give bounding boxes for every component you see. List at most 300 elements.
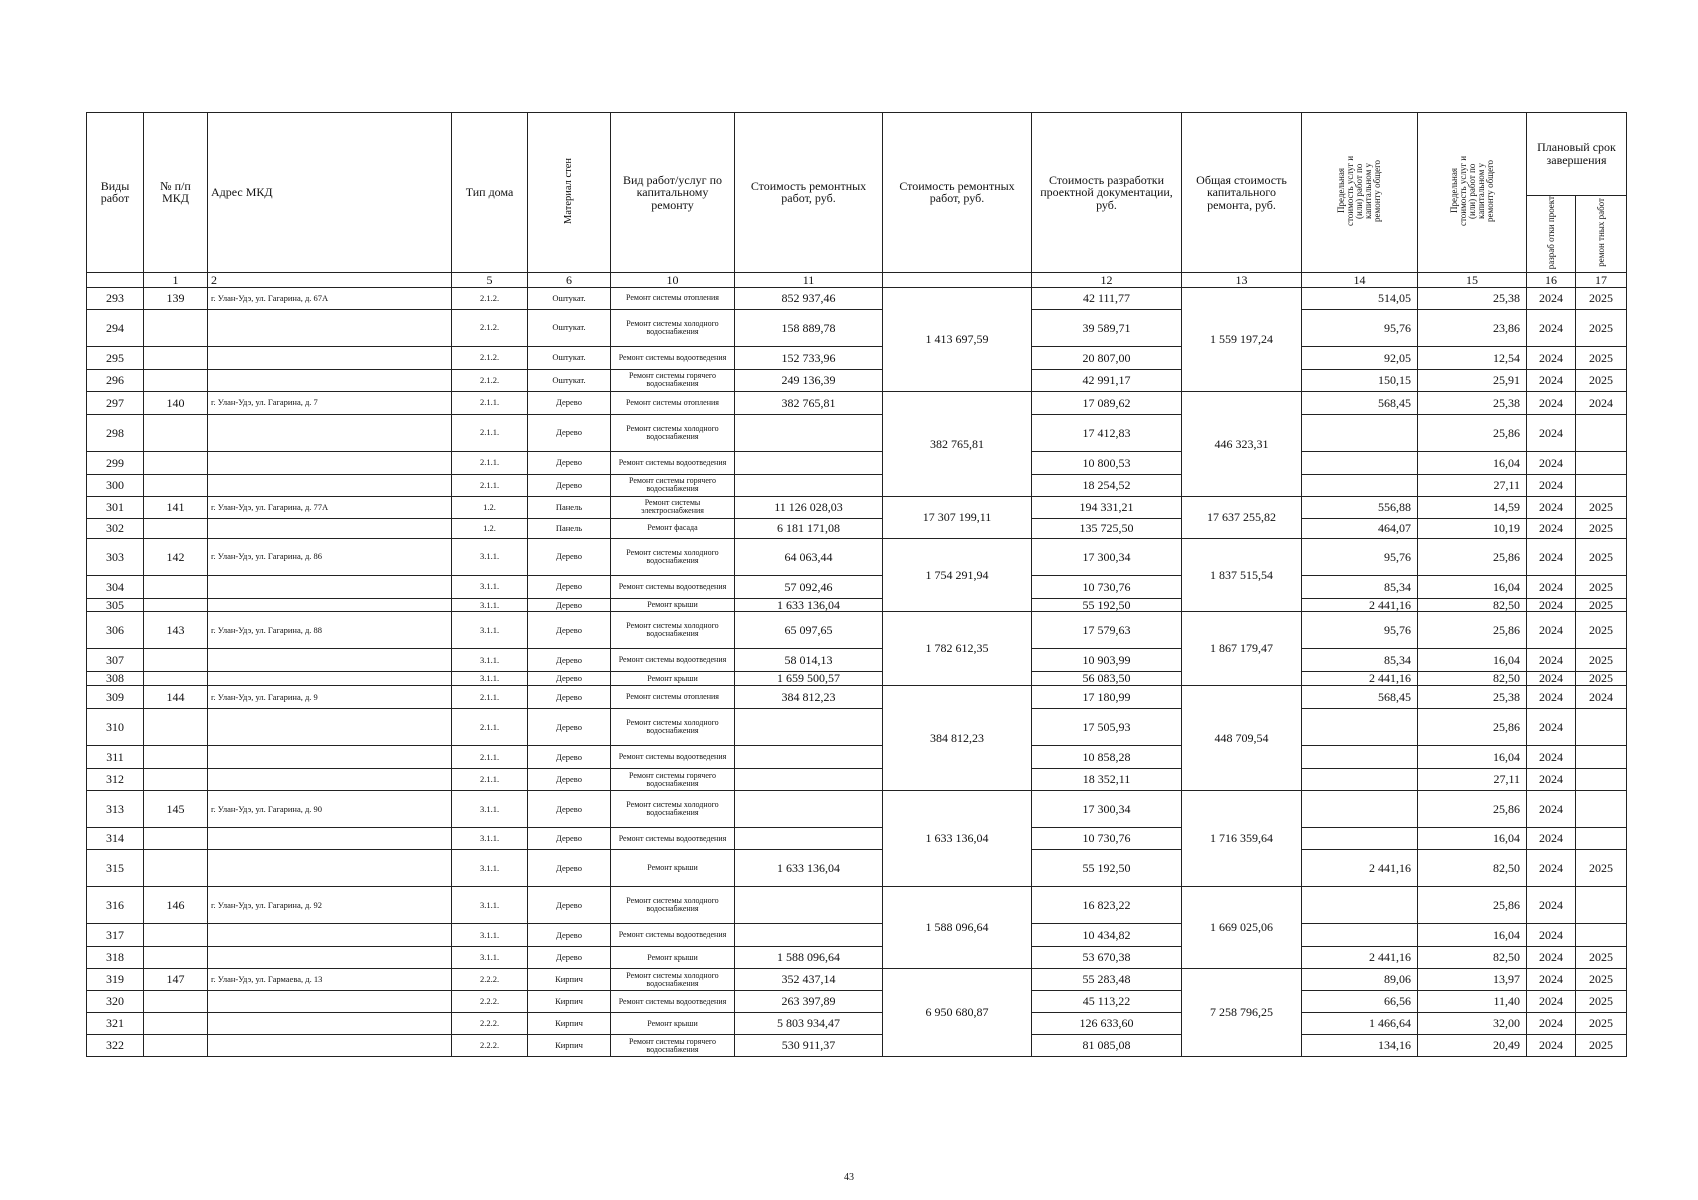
design-year-cell: 2024 — [1527, 287, 1576, 309]
limit-cost-2-cell: 11,40 — [1418, 991, 1527, 1013]
total-cost-cell: 446 323,31 — [1182, 391, 1302, 496]
wall-material-cell: Дерево — [528, 709, 611, 746]
repair-year-cell: 2025 — [1576, 1035, 1627, 1057]
index-cell: 17 — [1576, 272, 1627, 287]
work-type-cell: Ремонт системы отопления — [611, 686, 735, 709]
mkd-number-cell — [144, 575, 208, 598]
limit-cost-2-cell: 16,04 — [1418, 746, 1527, 769]
table-row — [87, 649, 1627, 672]
repair-cost-cell — [735, 746, 883, 769]
limit-cost-2-cell: 20,49 — [1418, 1035, 1527, 1057]
work-type-cell: Ремонт системы холодного водоснабжения — [611, 791, 735, 828]
house-type-cell: 2.2.2. — [452, 991, 528, 1013]
repair-cost-cell — [735, 709, 883, 746]
repair-year-cell: 2025 — [1576, 369, 1627, 391]
design-cost-cell: 55 192,50 — [1032, 598, 1182, 612]
mkd-number-cell — [144, 850, 208, 887]
limit-cost-2-cell: 82,50 — [1418, 850, 1527, 887]
index-cell: 13 — [1182, 272, 1302, 287]
repair-year-cell: 2025 — [1576, 287, 1627, 309]
design-year-cell: 2024 — [1527, 769, 1576, 791]
repair-year-cell — [1576, 451, 1627, 474]
limit-cost-1-cell: 92,05 — [1302, 346, 1418, 369]
mkd-number-cell: 146 — [144, 887, 208, 924]
repair-year-cell — [1576, 791, 1627, 828]
address-cell — [208, 947, 452, 969]
wall-material-cell: Панель — [528, 496, 611, 518]
header-house-type: Тип дома — [452, 113, 528, 273]
limit-cost-1-cell — [1302, 887, 1418, 924]
design-year-cell: 2024 — [1527, 346, 1576, 369]
work-type-cell: Ремонт системы водоотведения — [611, 346, 735, 369]
design-cost-cell: 135 725,50 — [1032, 518, 1182, 538]
repair-year-cell: 2025 — [1576, 649, 1627, 672]
design-cost-cell: 16 823,22 — [1032, 887, 1182, 924]
work-type-cell: Ремонт системы горячего водоснабжения — [611, 1035, 735, 1057]
address-cell: г. Улан-Удэ, ул. Гагарина, д. 67А — [208, 287, 452, 309]
index-cell: 12 — [1032, 272, 1182, 287]
repair-year-cell: 2025 — [1576, 947, 1627, 969]
mkd-number-cell: 144 — [144, 686, 208, 709]
wall-material-cell: Панель — [528, 518, 611, 538]
design-year-cell: 2024 — [1527, 474, 1576, 496]
house-type-cell: 3.1.1. — [452, 850, 528, 887]
header-limit-cost-2: Предельная стоимость услуг и (или) работ по капитальном у ремонту общего — [1418, 113, 1527, 273]
design-year-cell: 2024 — [1527, 369, 1576, 391]
limit-cost-2-cell: 32,00 — [1418, 1013, 1527, 1035]
design-year-cell: 2024 — [1527, 887, 1576, 924]
mkd-number-cell — [144, 769, 208, 791]
mkd-number-cell — [144, 947, 208, 969]
limit-cost-1-cell — [1302, 414, 1418, 451]
address-cell: г. Улан-Удэ, ул. Гагарина, д. 90 — [208, 791, 452, 828]
limit-cost-1-cell: 85,34 — [1302, 575, 1418, 598]
mkd-number-cell: 139 — [144, 287, 208, 309]
design-cost-cell: 18 352,11 — [1032, 769, 1182, 791]
wall-material-cell: Дерево — [528, 451, 611, 474]
wall-material-cell: Дерево — [528, 769, 611, 791]
mkd-number-cell: 142 — [144, 538, 208, 575]
header-vid-rabot: Виды работ — [87, 113, 144, 273]
limit-cost-1-cell: 2 441,16 — [1302, 947, 1418, 969]
design-year-cell: 2024 — [1527, 791, 1576, 828]
row-number-cell: 310 — [87, 709, 144, 746]
row-number-cell: 305 — [87, 598, 144, 612]
design-cost-cell: 17 089,62 — [1032, 391, 1182, 414]
repair-year-cell — [1576, 746, 1627, 769]
limit-cost-1-cell: 556,88 — [1302, 496, 1418, 518]
table-row — [87, 947, 1627, 969]
repair-cost-cell: 263 397,89 — [735, 991, 883, 1013]
repair-cost-cell: 65 097,65 — [735, 612, 883, 649]
limit-cost-1-cell: 2 441,16 — [1302, 850, 1418, 887]
repair-cost-cell — [735, 924, 883, 947]
index-cell: 15 — [1418, 272, 1527, 287]
wall-material-cell: Дерево — [528, 414, 611, 451]
work-type-cell: Ремонт системы холодного водоснабжения — [611, 538, 735, 575]
repair-cost-cell — [735, 451, 883, 474]
table-header — [87, 113, 1627, 288]
design-year-cell: 2024 — [1527, 969, 1576, 991]
work-type-cell: Ремонт системы водоотведения — [611, 991, 735, 1013]
design-year-cell: 2024 — [1527, 451, 1576, 474]
work-type-cell: Ремонт крыши — [611, 850, 735, 887]
design-cost-cell: 10 730,76 — [1032, 828, 1182, 850]
limit-cost-1-cell: 95,76 — [1302, 538, 1418, 575]
limit-cost-1-cell: 85,34 — [1302, 649, 1418, 672]
house-type-cell: 2.1.1. — [452, 474, 528, 496]
row-number-cell: 317 — [87, 924, 144, 947]
design-year-cell: 2024 — [1527, 518, 1576, 538]
repair-year-cell: 2025 — [1576, 991, 1627, 1013]
repair-cost-cell: 352 437,14 — [735, 969, 883, 991]
repair-year-cell: 2025 — [1576, 850, 1627, 887]
house-type-cell: 2.1.1. — [452, 769, 528, 791]
repair-cost-cell: 384 812,23 — [735, 686, 883, 709]
limit-cost-1-cell: 464,07 — [1302, 518, 1418, 538]
mkd-number-cell: 145 — [144, 791, 208, 828]
mkd-number-cell — [144, 309, 208, 346]
row-number-cell: 304 — [87, 575, 144, 598]
house-type-cell: 1.2. — [452, 518, 528, 538]
total-cost-cell: 17 637 255,82 — [1182, 496, 1302, 538]
limit-cost-2-cell: 25,86 — [1418, 414, 1527, 451]
design-year-cell: 2024 — [1527, 538, 1576, 575]
design-year-cell: 2024 — [1527, 686, 1576, 709]
table-row — [87, 672, 1627, 686]
design-cost-cell: 10 730,76 — [1032, 575, 1182, 598]
row-number-cell: 318 — [87, 947, 144, 969]
design-year-cell: 2024 — [1527, 850, 1576, 887]
wall-material-cell: Дерево — [528, 791, 611, 828]
design-cost-cell: 17 412,83 — [1032, 414, 1182, 451]
mkd-number-cell — [144, 1013, 208, 1035]
repair-table — [86, 112, 1627, 1057]
work-type-cell: Ремонт системы холодного водоснабжения — [611, 709, 735, 746]
header-cost-repair-total: Стоимость ремонтных работ, руб. — [883, 113, 1032, 273]
mkd-number-cell — [144, 474, 208, 496]
mkd-number-cell — [144, 828, 208, 850]
house-type-cell: 2.1.1. — [452, 709, 528, 746]
design-year-cell: 2024 — [1527, 496, 1576, 518]
table-row — [87, 686, 1627, 709]
address-cell — [208, 828, 452, 850]
repair-cost-cell: 1 633 136,04 — [735, 598, 883, 612]
house-type-cell: 1.2. — [452, 496, 528, 518]
house-type-cell: 3.1.1. — [452, 649, 528, 672]
row-number-cell: 296 — [87, 369, 144, 391]
limit-cost-2-cell: 25,38 — [1418, 391, 1527, 414]
limit-cost-1-cell — [1302, 828, 1418, 850]
repair-cost-cell — [735, 414, 883, 451]
limit-cost-1-cell: 66,56 — [1302, 991, 1418, 1013]
repair-cost-cell — [735, 791, 883, 828]
row-number-cell: 320 — [87, 991, 144, 1013]
limit-cost-2-cell: 25,86 — [1418, 887, 1527, 924]
work-type-cell: Ремонт фасада — [611, 518, 735, 538]
mkd-number-cell — [144, 924, 208, 947]
design-cost-cell: 45 113,22 — [1032, 991, 1182, 1013]
work-type-cell: Ремонт системы горячего водоснабжения — [611, 369, 735, 391]
table-row — [87, 309, 1627, 346]
design-cost-cell: 17 300,34 — [1032, 791, 1182, 828]
table-row — [87, 496, 1627, 518]
limit-cost-1-cell — [1302, 709, 1418, 746]
row-number-cell: 299 — [87, 451, 144, 474]
work-type-cell: Ремонт крыши — [611, 672, 735, 686]
design-year-cell: 2024 — [1527, 598, 1576, 612]
row-number-cell: 293 — [87, 287, 144, 309]
repair-total-cell: 382 765,81 — [883, 391, 1032, 496]
work-type-cell: Ремонт системы отопления — [611, 391, 735, 414]
repair-cost-cell: 1 633 136,04 — [735, 850, 883, 887]
house-type-cell: 2.2.2. — [452, 969, 528, 991]
table-row — [87, 924, 1627, 947]
column-index-row — [87, 272, 1627, 287]
repair-year-cell — [1576, 709, 1627, 746]
repair-total-cell: 1 754 291,94 — [883, 538, 1032, 612]
address-cell: г. Улан-Удэ, ул. Гагарина, д. 9 — [208, 686, 452, 709]
house-type-cell: 2.1.1. — [452, 746, 528, 769]
address-cell — [208, 346, 452, 369]
header-sub-repair: ремон тных работ — [1576, 196, 1627, 273]
repair-cost-cell: 852 937,46 — [735, 287, 883, 309]
table-row — [87, 391, 1627, 414]
work-type-cell: Ремонт системы холодного водоснабжения — [611, 309, 735, 346]
repair-cost-cell: 11 126 028,03 — [735, 496, 883, 518]
work-type-cell: Ремонт крыши — [611, 598, 735, 612]
wall-material-cell: Оштукат. — [528, 369, 611, 391]
address-cell: г. Улан-Удэ, ул. Гагарина, д. 77А — [208, 496, 452, 518]
limit-cost-2-cell: 16,04 — [1418, 451, 1527, 474]
repair-cost-cell: 58 014,13 — [735, 649, 883, 672]
repair-year-cell: 2025 — [1576, 612, 1627, 649]
limit-cost-2-cell: 25,86 — [1418, 709, 1527, 746]
total-cost-cell: 1 837 515,54 — [1182, 538, 1302, 612]
repair-cost-cell: 6 181 171,08 — [735, 518, 883, 538]
address-cell — [208, 1013, 452, 1035]
design-cost-cell: 17 579,63 — [1032, 612, 1182, 649]
mkd-number-cell — [144, 598, 208, 612]
mkd-number-cell: 141 — [144, 496, 208, 518]
mkd-number-cell — [144, 649, 208, 672]
table-row — [87, 969, 1627, 991]
work-type-cell: Ремонт системы водоотведения — [611, 924, 735, 947]
design-year-cell: 2024 — [1527, 991, 1576, 1013]
repair-cost-cell: 1 588 096,64 — [735, 947, 883, 969]
limit-cost-1-cell: 568,45 — [1302, 391, 1418, 414]
limit-cost-1-cell — [1302, 924, 1418, 947]
row-number-cell: 314 — [87, 828, 144, 850]
design-year-cell: 2024 — [1527, 1035, 1576, 1057]
design-cost-cell: 56 083,50 — [1032, 672, 1182, 686]
limit-cost-1-cell: 568,45 — [1302, 686, 1418, 709]
index-cell: 2 — [208, 272, 452, 287]
house-type-cell: 2.1.2. — [452, 287, 528, 309]
address-cell: г. Улан-Удэ, ул. Гагарина, д. 92 — [208, 887, 452, 924]
design-cost-cell: 17 505,93 — [1032, 709, 1182, 746]
row-number-cell: 321 — [87, 1013, 144, 1035]
repair-cost-cell — [735, 887, 883, 924]
design-cost-cell: 17 300,34 — [1032, 538, 1182, 575]
address-cell — [208, 451, 452, 474]
wall-material-cell: Дерево — [528, 746, 611, 769]
table-row — [87, 709, 1627, 746]
repair-cost-cell — [735, 828, 883, 850]
header-deadline: Плановый срок завершения — [1527, 113, 1627, 196]
address-cell — [208, 474, 452, 496]
mkd-number-cell — [144, 709, 208, 746]
repair-year-cell: 2025 — [1576, 518, 1627, 538]
index-cell — [883, 272, 1032, 287]
address-cell — [208, 924, 452, 947]
house-type-cell: 3.1.1. — [452, 828, 528, 850]
limit-cost-2-cell: 25,38 — [1418, 686, 1527, 709]
design-year-cell: 2024 — [1527, 575, 1576, 598]
house-type-cell: 2.1.2. — [452, 369, 528, 391]
address-cell — [208, 850, 452, 887]
wall-material-cell: Кирпич — [528, 1013, 611, 1035]
repair-year-cell: 2025 — [1576, 346, 1627, 369]
table-row — [87, 414, 1627, 451]
repair-total-cell: 17 307 199,11 — [883, 496, 1032, 538]
row-number-cell: 295 — [87, 346, 144, 369]
design-cost-cell: 18 254,52 — [1032, 474, 1182, 496]
mkd-number-cell — [144, 369, 208, 391]
table-row — [87, 1035, 1627, 1057]
address-cell: г. Улан-Удэ, ул. Гагарина, д. 88 — [208, 612, 452, 649]
house-type-cell: 3.1.1. — [452, 924, 528, 947]
row-number-cell: 307 — [87, 649, 144, 672]
total-cost-cell: 1 669 025,06 — [1182, 887, 1302, 969]
mkd-number-cell — [144, 991, 208, 1013]
mkd-number-cell — [144, 451, 208, 474]
wall-material-cell: Оштукат. — [528, 287, 611, 309]
total-cost-cell: 1 716 359,64 — [1182, 791, 1302, 887]
design-cost-cell: 81 085,08 — [1032, 1035, 1182, 1057]
design-year-cell: 2024 — [1527, 309, 1576, 346]
limit-cost-1-cell: 89,06 — [1302, 969, 1418, 991]
address-cell — [208, 1035, 452, 1057]
repair-total-cell: 1 413 697,59 — [883, 287, 1032, 391]
limit-cost-2-cell: 25,86 — [1418, 538, 1527, 575]
design-cost-cell: 10 800,53 — [1032, 451, 1182, 474]
wall-material-cell: Дерево — [528, 924, 611, 947]
house-type-cell: 2.2.2. — [452, 1035, 528, 1057]
design-cost-cell: 10 903,99 — [1032, 649, 1182, 672]
address-cell — [208, 414, 452, 451]
table-row — [87, 474, 1627, 496]
house-type-cell: 3.1.1. — [452, 538, 528, 575]
limit-cost-2-cell: 16,04 — [1418, 575, 1527, 598]
table-row — [87, 746, 1627, 769]
limit-cost-1-cell: 150,15 — [1302, 369, 1418, 391]
table-row — [87, 451, 1627, 474]
mkd-number-cell: 143 — [144, 612, 208, 649]
row-number-cell: 313 — [87, 791, 144, 828]
repair-year-cell — [1576, 474, 1627, 496]
header-cost-design: Стоимость разработки проектной документации, руб. — [1032, 113, 1182, 273]
index-cell: 1 — [144, 272, 208, 287]
limit-cost-2-cell: 25,86 — [1418, 791, 1527, 828]
limit-cost-1-cell — [1302, 746, 1418, 769]
repair-cost-cell: 64 063,44 — [735, 538, 883, 575]
row-number-cell: 303 — [87, 538, 144, 575]
wall-material-cell: Дерево — [528, 575, 611, 598]
table-row — [87, 287, 1627, 309]
wall-material-cell: Дерево — [528, 612, 611, 649]
house-type-cell: 3.1.1. — [452, 887, 528, 924]
limit-cost-1-cell — [1302, 474, 1418, 496]
limit-cost-2-cell: 25,91 — [1418, 369, 1527, 391]
repair-cost-cell: 1 659 500,57 — [735, 672, 883, 686]
limit-cost-2-cell: 13,97 — [1418, 969, 1527, 991]
header-wall-material: Материал стен — [528, 113, 611, 273]
table-row — [87, 369, 1627, 391]
row-number-cell: 301 — [87, 496, 144, 518]
table-row — [87, 850, 1627, 887]
header-cost-repair: Стоимость ремонтных работ, руб. — [735, 113, 883, 273]
repair-year-cell: 2025 — [1576, 496, 1627, 518]
address-cell — [208, 709, 452, 746]
design-cost-cell: 126 633,60 — [1032, 1013, 1182, 1035]
limit-cost-2-cell: 27,11 — [1418, 474, 1527, 496]
row-number-cell: 316 — [87, 887, 144, 924]
limit-cost-2-cell: 16,04 — [1418, 649, 1527, 672]
limit-cost-1-cell: 1 466,64 — [1302, 1013, 1418, 1035]
limit-cost-1-cell — [1302, 791, 1418, 828]
address-cell — [208, 746, 452, 769]
repair-year-cell: 2025 — [1576, 538, 1627, 575]
repair-cost-cell: 5 803 934,47 — [735, 1013, 883, 1035]
house-type-cell: 2.2.2. — [452, 1013, 528, 1035]
design-year-cell: 2024 — [1527, 709, 1576, 746]
repair-year-cell — [1576, 769, 1627, 791]
work-type-cell: Ремонт системы водоотведения — [611, 746, 735, 769]
repair-year-cell: 2024 — [1576, 686, 1627, 709]
mkd-number-cell — [144, 672, 208, 686]
work-type-cell: Ремонт системы водоотведения — [611, 575, 735, 598]
design-cost-cell: 10 858,28 — [1032, 746, 1182, 769]
mkd-number-cell — [144, 346, 208, 369]
house-type-cell: 2.1.1. — [452, 451, 528, 474]
row-number-cell: 309 — [87, 686, 144, 709]
house-type-cell: 3.1.1. — [452, 947, 528, 969]
limit-cost-2-cell: 27,11 — [1418, 769, 1527, 791]
table-row — [87, 612, 1627, 649]
total-cost-cell: 1 867 179,47 — [1182, 612, 1302, 686]
design-cost-cell: 53 670,38 — [1032, 947, 1182, 969]
index-cell: 5 — [452, 272, 528, 287]
header-work-type: Вид работ/услуг по капитальному ремонту — [611, 113, 735, 273]
repair-cost-cell: 152 733,96 — [735, 346, 883, 369]
work-type-cell: Ремонт системы холодного водоснабжения — [611, 414, 735, 451]
mkd-number-cell — [144, 746, 208, 769]
address-cell — [208, 991, 452, 1013]
table-row — [87, 828, 1627, 850]
address-cell — [208, 649, 452, 672]
address-cell — [208, 309, 452, 346]
house-type-cell: 2.1.1. — [452, 686, 528, 709]
repair-total-cell: 6 950 680,87 — [883, 969, 1032, 1057]
limit-cost-1-cell: 95,76 — [1302, 612, 1418, 649]
repair-total-cell: 384 812,23 — [883, 686, 1032, 791]
design-cost-cell: 55 283,48 — [1032, 969, 1182, 991]
house-type-cell: 2.1.1. — [452, 414, 528, 451]
house-type-cell: 3.1.1. — [452, 598, 528, 612]
design-year-cell: 2024 — [1527, 414, 1576, 451]
design-cost-cell: 39 589,71 — [1032, 309, 1182, 346]
